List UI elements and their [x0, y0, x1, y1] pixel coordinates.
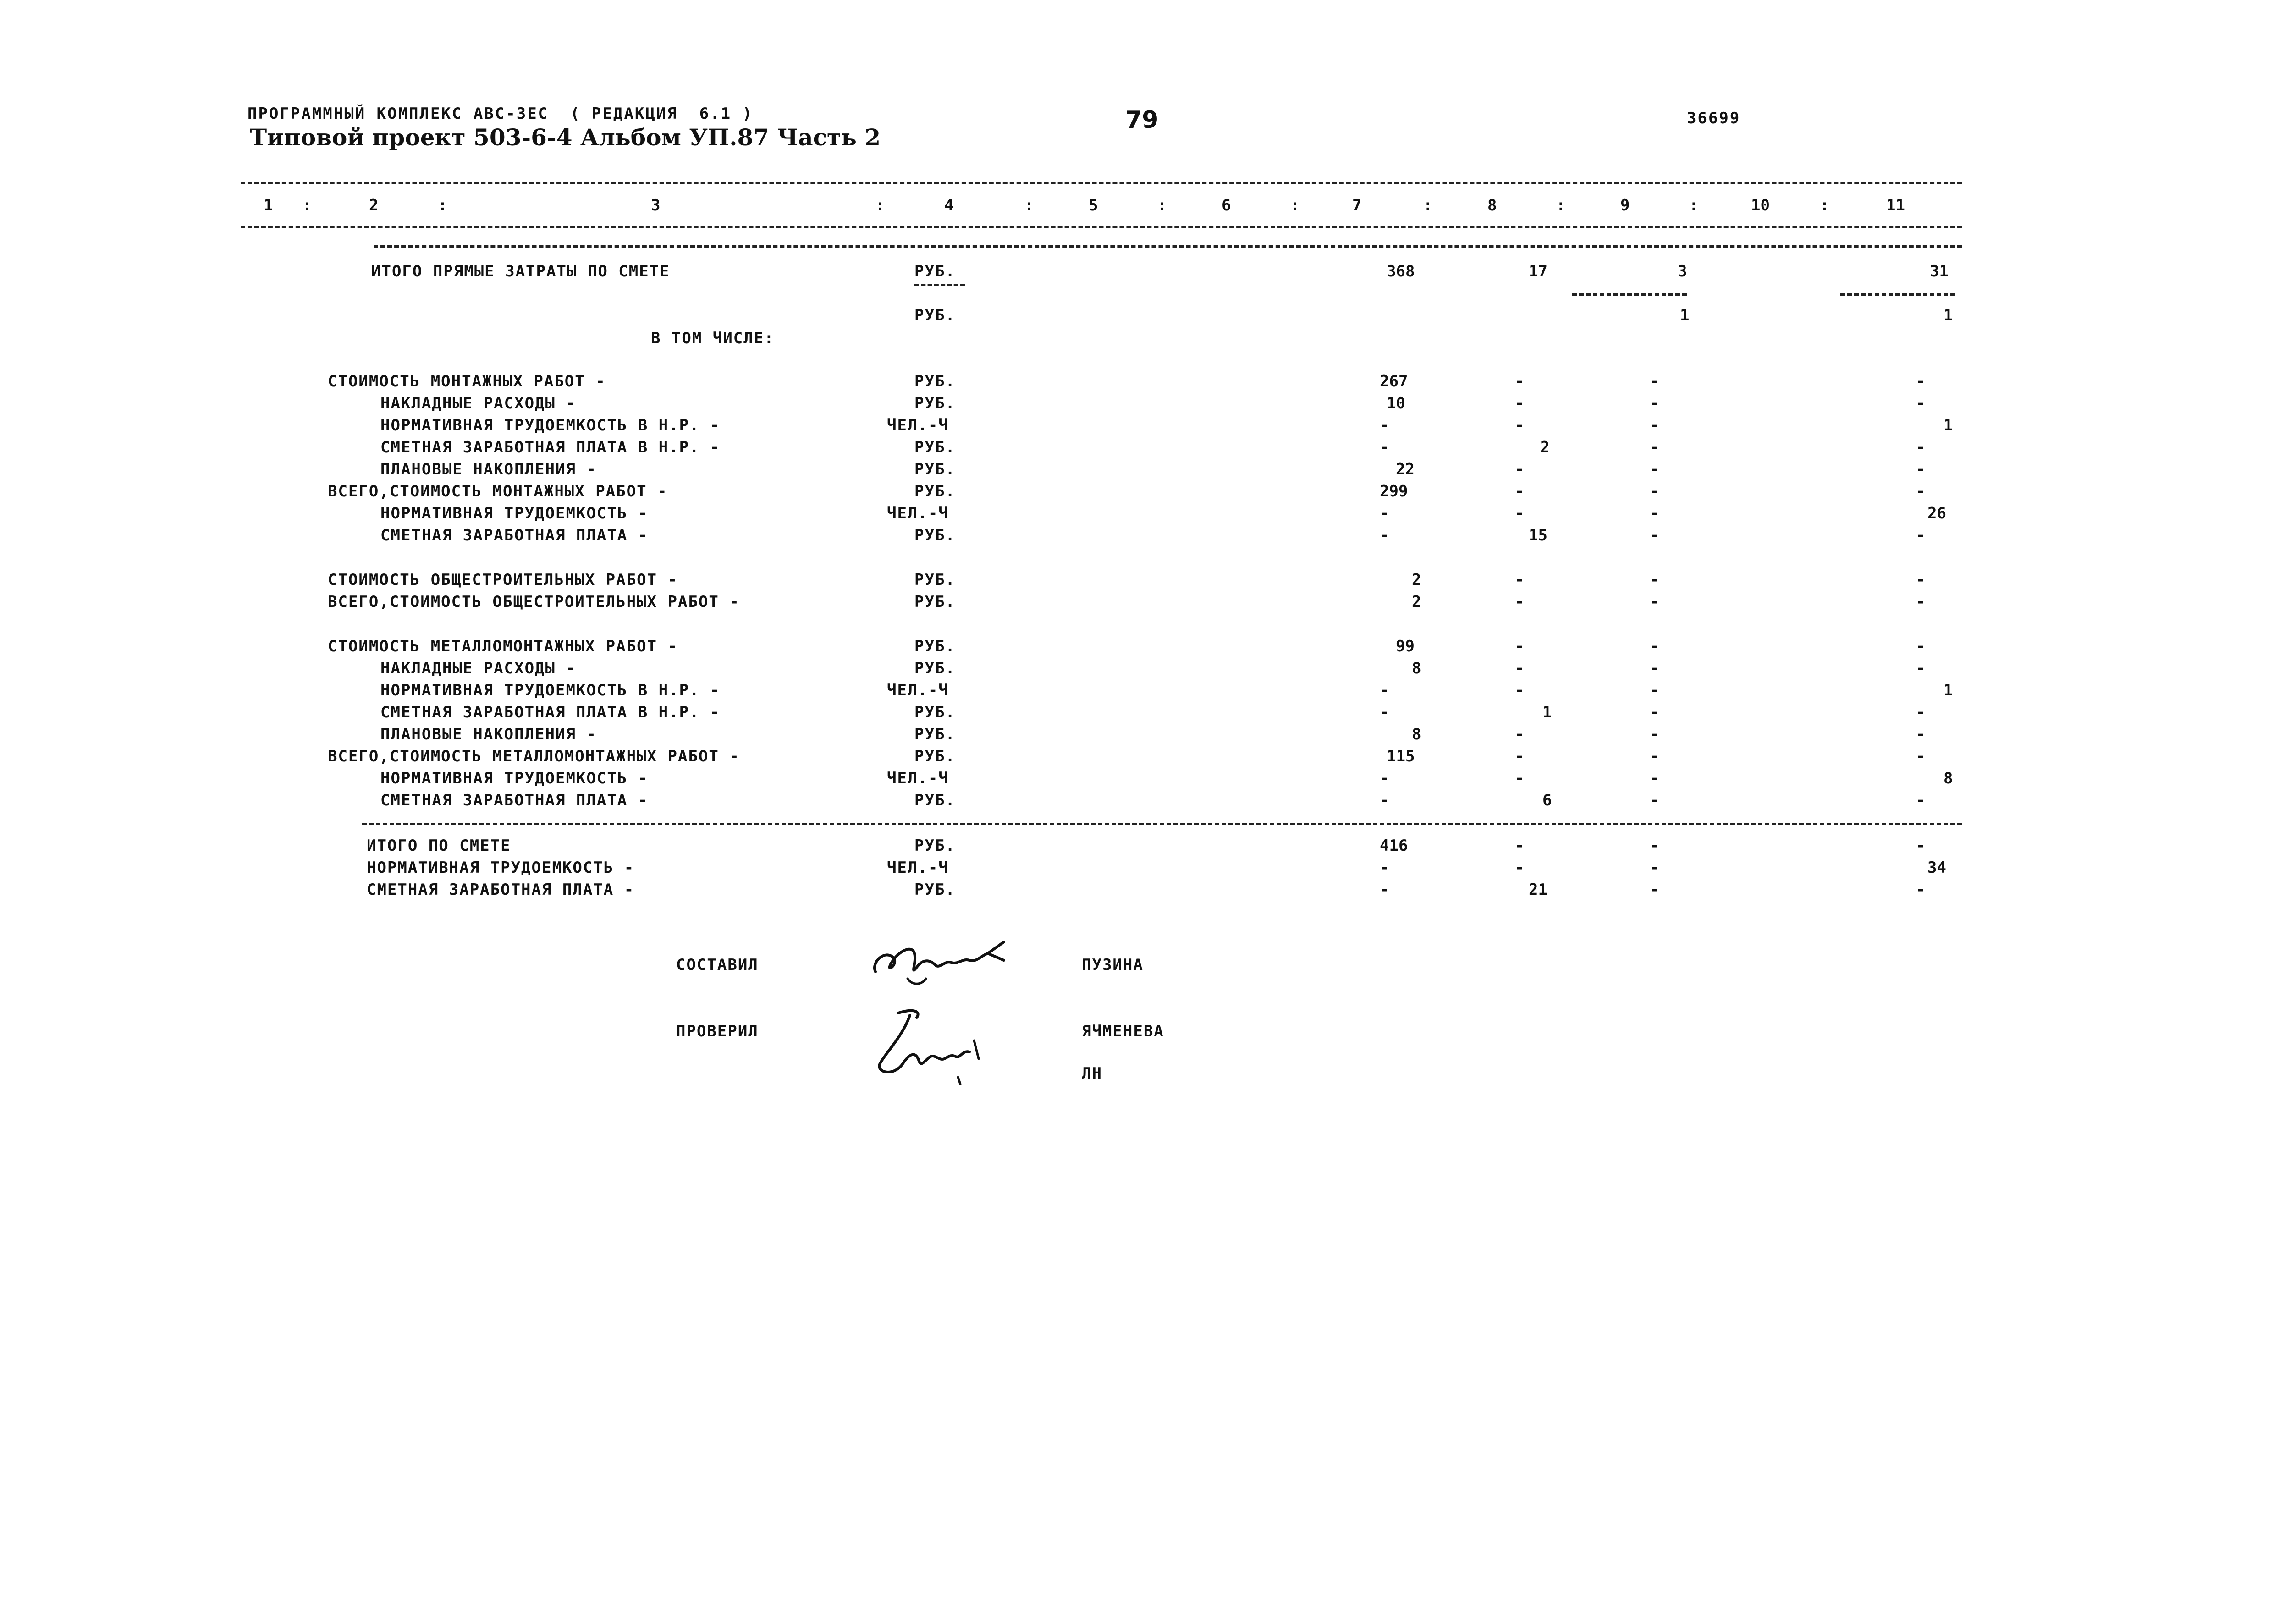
col-header-6: 6	[1222, 196, 1231, 215]
col-separator: :	[1689, 196, 1699, 215]
row-c9: -	[1650, 881, 1660, 899]
row-c11: -	[1916, 791, 1926, 809]
table-header-bottom-rule	[241, 226, 1962, 228]
row-c8: -	[1515, 659, 1525, 677]
row-label: ИТОГО ПО СМЕТЕ	[367, 837, 511, 855]
row-c7: 267	[1380, 372, 1408, 391]
table-body-top-rule	[374, 245, 1962, 248]
subtotal-rule	[1840, 293, 1955, 296]
row-c8: 2	[1540, 438, 1550, 457]
row-label: СМЕТНАЯ ЗАРАБОТНАЯ ПЛАТА -	[380, 526, 649, 545]
row-c9: 3	[1678, 262, 1687, 281]
row-c9: -	[1650, 769, 1660, 787]
row-label: СМЕТНАЯ ЗАРАБОТНАЯ ПЛАТА В Н.Р. -	[380, 438, 721, 457]
table-top-rule	[241, 182, 1962, 184]
row-c7: 368	[1387, 262, 1415, 281]
row-unit: РУБ.	[914, 438, 956, 457]
row-c8: -	[1515, 482, 1525, 501]
compiled-label: СОСТАВИЛ	[676, 956, 759, 974]
col-header-11: 11	[1886, 196, 1905, 215]
row-c7: -	[1380, 769, 1389, 787]
row-c7: -	[1380, 681, 1389, 699]
row-c11: -	[1916, 571, 1926, 589]
col-separator: :	[303, 196, 312, 215]
row-c11: -	[1916, 881, 1926, 899]
col-separator: :	[1024, 196, 1034, 215]
col-header-10: 10	[1751, 196, 1770, 215]
col-separator: :	[1556, 196, 1566, 215]
row-c11: -	[1916, 837, 1926, 855]
row-c8: 6	[1542, 791, 1552, 809]
row-c11: -	[1916, 703, 1926, 721]
row-c8: -	[1515, 416, 1525, 435]
row-c9: -	[1650, 504, 1660, 523]
row-c9: -	[1650, 571, 1660, 589]
row-label: ПЛАНОВЫЕ НАКОПЛЕНИЯ -	[380, 460, 597, 479]
row-label: ИТОГО ПРЯМЫЕ ЗАТРАТЫ ПО СМЕТЕ	[371, 262, 670, 281]
col-header-8: 8	[1487, 196, 1497, 215]
checked-name: ЯЧМЕНЕВА	[1082, 1022, 1164, 1040]
row-label: НОРМАТИВНАЯ ТРУДОЕМКОСТЬ В Н.Р. -	[380, 681, 721, 699]
row-label: НОРМАТИВНАЯ ТРУДОЕМКОСТЬ -	[380, 504, 649, 523]
row-c8: -	[1515, 372, 1525, 391]
row-label: СТОИМОСТЬ МЕТАЛЛОМОНТАЖНЫХ РАБОТ -	[328, 637, 678, 655]
row-c7: 2	[1412, 571, 1421, 589]
row-label: ВСЕГО,СТОИМОСТЬ МОНТАЖНЫХ РАБОТ -	[328, 482, 668, 501]
row-c7: 8	[1412, 659, 1421, 677]
col-header-5: 5	[1089, 196, 1098, 215]
row-c8: -	[1515, 460, 1525, 479]
row-label: НОРМАТИВНАЯ ТРУДОЕМКОСТЬ -	[367, 859, 635, 877]
project-title: Типовой проект 503-6-4 Альбом УП.87 Часть 2	[250, 124, 881, 151]
col-separator: :	[438, 196, 447, 215]
row-c11: -	[1916, 394, 1926, 413]
col-separator: :	[1423, 196, 1433, 215]
row-c9: -	[1650, 637, 1660, 655]
row-unit: РУБ.	[914, 526, 956, 545]
row-c9: -	[1650, 416, 1660, 435]
row-c7: -	[1380, 881, 1389, 899]
unit-underline	[914, 284, 965, 286]
row-unit: РУБ.	[914, 725, 956, 743]
row-unit: ЧЕЛ.-Ч	[887, 859, 949, 877]
row-c9: -	[1650, 593, 1660, 611]
section-heading: В ТОМ ЧИСЛЕ:	[651, 329, 775, 347]
row-c11: -	[1916, 747, 1926, 765]
row-c9: -	[1650, 859, 1660, 877]
col-separator: :	[1157, 196, 1167, 215]
row-label: СМЕТНАЯ ЗАРАБОТНАЯ ПЛАТА -	[367, 881, 635, 899]
row-label: СМЕТНАЯ ЗАРАБОТНАЯ ПЛАТА В Н.Р. -	[380, 703, 721, 721]
row-unit: РУБ.	[914, 262, 956, 281]
subtotal-rule	[1572, 293, 1687, 296]
row-c9: -	[1650, 482, 1660, 501]
row-c11: 8	[1944, 769, 1953, 787]
row-c11: 31	[1930, 262, 1949, 281]
row-c9: -	[1650, 703, 1660, 721]
row-label: СТОИМОСТЬ МОНТАЖНЫХ РАБОТ -	[328, 372, 606, 391]
row-unit: РУБ.	[914, 306, 956, 325]
row-c9: -	[1650, 526, 1660, 545]
row-c8: -	[1515, 747, 1525, 765]
row-c8: -	[1515, 837, 1525, 855]
row-c9: -	[1650, 394, 1660, 413]
row-c9: -	[1650, 372, 1660, 391]
row-c11: -	[1916, 460, 1926, 479]
checked-suffix: ЛН	[1082, 1064, 1102, 1083]
row-c7: 99	[1396, 637, 1415, 655]
row-c8: -	[1515, 725, 1525, 743]
row-unit: РУБ.	[914, 659, 956, 677]
compiled-name: ПУЗИНА	[1082, 956, 1144, 974]
row-unit: ЧЕЛ.-Ч	[887, 504, 949, 523]
row-unit: РУБ.	[914, 372, 956, 391]
row-unit: РУБ.	[914, 703, 956, 721]
row-c11: -	[1916, 637, 1926, 655]
page-number: 79	[1125, 106, 1159, 134]
row-c8: -	[1515, 681, 1525, 699]
row-c9: -	[1650, 681, 1660, 699]
row-c11: 26	[1927, 504, 1946, 523]
checked-label: ПРОВЕРИЛ	[676, 1022, 759, 1040]
row-c9: -	[1650, 791, 1660, 809]
row-c7: 10	[1387, 394, 1405, 413]
row-c7: -	[1380, 859, 1389, 877]
row-unit: ЧЕЛ.-Ч	[887, 416, 949, 435]
program-header: ПРОГРАММНЫЙ КОМПЛЕКС АВС-3ЕС ( РЕДАКЦИЯ 6.1 )	[248, 105, 754, 123]
col-header-2: 2	[369, 196, 379, 215]
row-label: НОРМАТИВНАЯ ТРУДОЕМКОСТЬ -	[380, 769, 649, 787]
row-label: НАКЛАДНЫЕ РАСХОДЫ -	[380, 394, 576, 413]
row-unit: РУБ.	[914, 593, 956, 611]
row-c7: -	[1380, 438, 1389, 457]
row-c9: 1	[1680, 306, 1690, 325]
row-c7: -	[1380, 791, 1389, 809]
col-separator: :	[1820, 196, 1829, 215]
row-c7: 115	[1387, 747, 1415, 765]
row-c11: 34	[1927, 859, 1946, 877]
row-c8: -	[1515, 637, 1525, 655]
row-unit: РУБ.	[914, 747, 956, 765]
doc-code: 36699	[1687, 109, 1741, 127]
row-c7: 22	[1396, 460, 1415, 479]
row-c7: 299	[1380, 482, 1408, 501]
row-c8: -	[1515, 504, 1525, 523]
col-header-3: 3	[651, 196, 661, 215]
row-c8: 15	[1529, 526, 1547, 545]
row-c11: 1	[1944, 306, 1953, 325]
row-c9: -	[1650, 659, 1660, 677]
row-c11: -	[1916, 372, 1926, 391]
row-label: ВСЕГО,СТОИМОСТЬ МЕТАЛЛОМОНТАЖНЫХ РАБОТ -	[328, 747, 740, 765]
row-c11: -	[1916, 438, 1926, 457]
row-unit: РУБ.	[914, 571, 956, 589]
row-c11: 1	[1944, 681, 1953, 699]
col-header-1: 1	[264, 196, 273, 215]
row-c8: -	[1515, 571, 1525, 589]
row-c8: -	[1515, 394, 1525, 413]
row-c9: -	[1650, 460, 1660, 479]
row-label: ВСЕГО,СТОИМОСТЬ ОБЩЕСТРОИТЕЛЬНЫХ РАБОТ -	[328, 593, 740, 611]
row-label: НОРМАТИВНАЯ ТРУДОЕМКОСТЬ В Н.Р. -	[380, 416, 721, 435]
row-c7: -	[1380, 504, 1389, 523]
row-label: СТОИМОСТЬ ОБЩЕСТРОИТЕЛЬНЫХ РАБОТ -	[328, 571, 678, 589]
row-c8: 1	[1542, 703, 1552, 721]
row-c11: -	[1916, 725, 1926, 743]
totals-rule	[362, 823, 1962, 825]
row-unit: РУБ.	[914, 791, 956, 809]
row-c8: -	[1515, 859, 1525, 877]
row-c9: -	[1650, 438, 1660, 457]
row-label: СМЕТНАЯ ЗАРАБОТНАЯ ПЛАТА -	[380, 791, 649, 809]
row-unit: РУБ.	[914, 394, 956, 413]
row-unit: РУБ.	[914, 637, 956, 655]
row-c11: 1	[1944, 416, 1953, 435]
col-separator: :	[1290, 196, 1300, 215]
signature-checked-image	[866, 1004, 1004, 1086]
row-label: НАКЛАДНЫЕ РАСХОДЫ -	[380, 659, 576, 677]
row-c8: -	[1515, 593, 1525, 611]
row-c11: -	[1916, 482, 1926, 501]
row-unit: РУБ.	[914, 460, 956, 479]
row-c9: -	[1650, 837, 1660, 855]
row-c11: -	[1916, 526, 1926, 545]
row-c11: -	[1916, 659, 1926, 677]
row-label: ПЛАНОВЫЕ НАКОПЛЕНИЯ -	[380, 725, 597, 743]
col-header-7: 7	[1352, 196, 1362, 215]
row-unit: ЧЕЛ.-Ч	[887, 769, 949, 787]
col-header-4: 4	[944, 196, 954, 215]
signature-compiled-image	[866, 935, 1018, 990]
row-c9: -	[1650, 725, 1660, 743]
row-c7: 416	[1380, 837, 1408, 855]
row-c8: 17	[1529, 262, 1547, 281]
row-c7: -	[1380, 416, 1389, 435]
row-c8: 21	[1529, 881, 1547, 899]
col-header-9: 9	[1620, 196, 1630, 215]
row-unit: РУБ.	[914, 837, 956, 855]
row-c8: -	[1515, 769, 1525, 787]
row-c7: -	[1380, 703, 1389, 721]
row-c7: 8	[1412, 725, 1421, 743]
col-separator: :	[875, 196, 885, 215]
row-c7: 2	[1412, 593, 1421, 611]
row-unit: РУБ.	[914, 881, 956, 899]
row-unit: РУБ.	[914, 482, 956, 501]
row-c7: -	[1380, 526, 1389, 545]
row-c9: -	[1650, 747, 1660, 765]
row-c11: -	[1916, 593, 1926, 611]
row-unit: ЧЕЛ.-Ч	[887, 681, 949, 699]
